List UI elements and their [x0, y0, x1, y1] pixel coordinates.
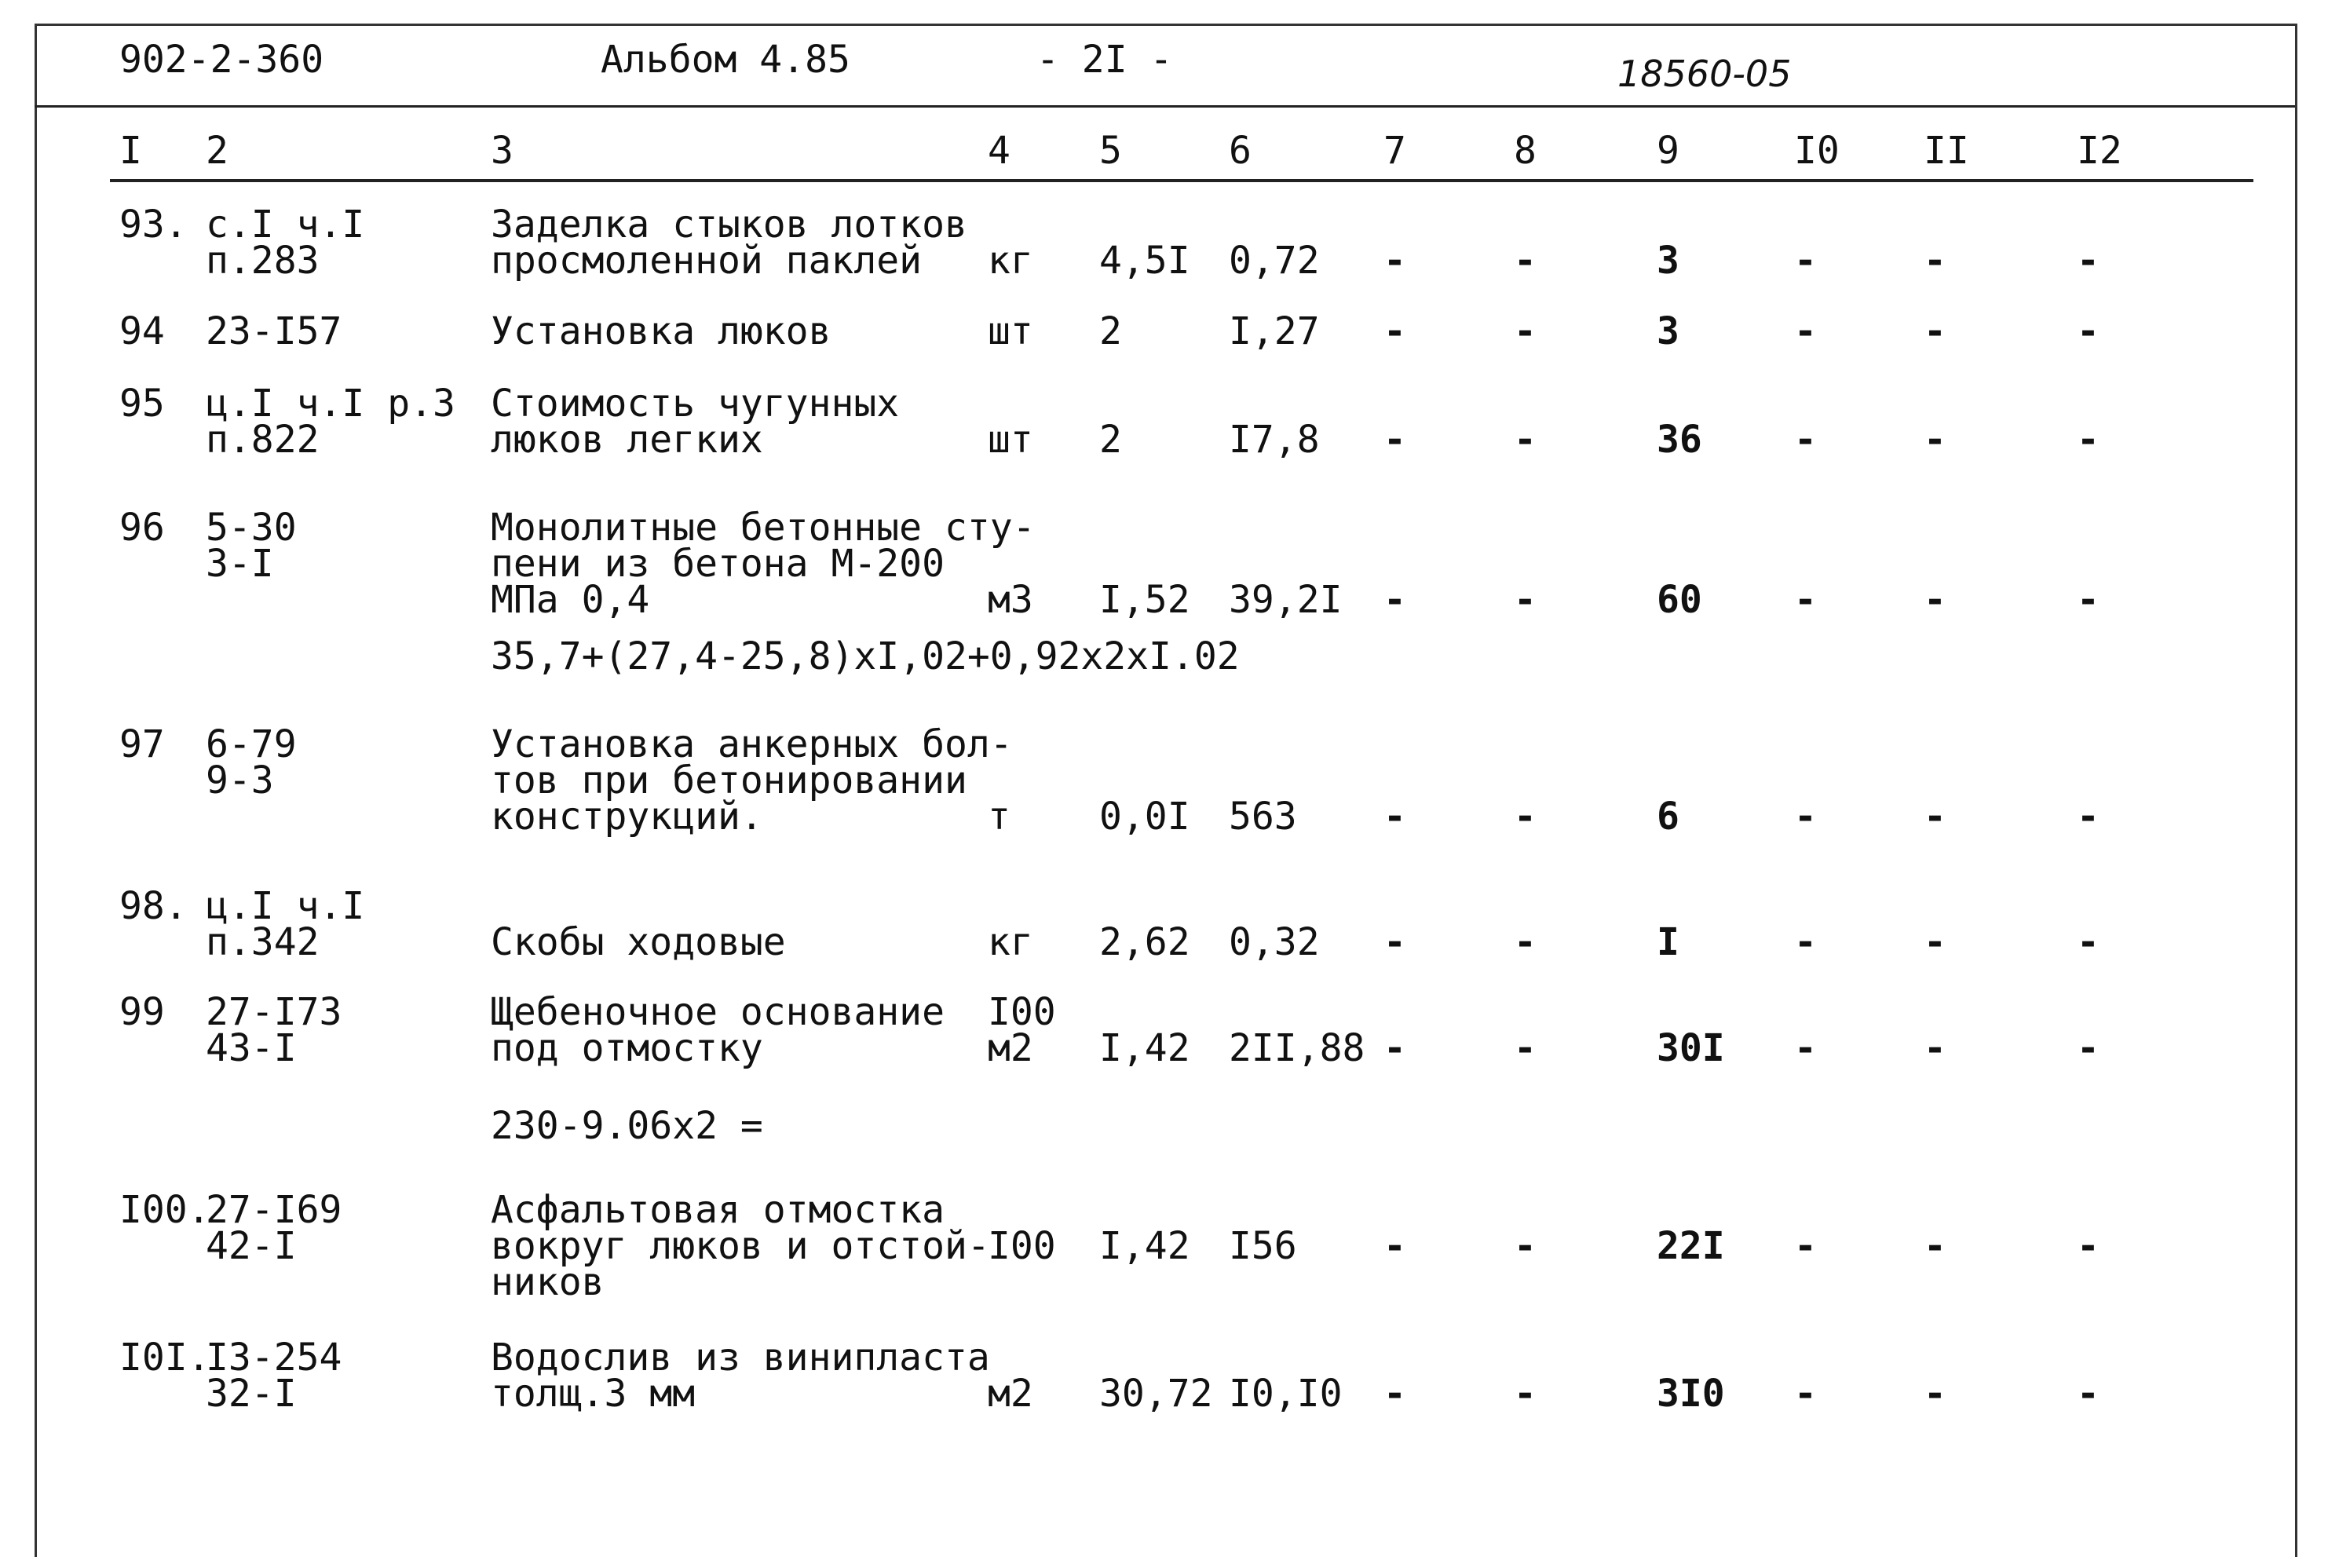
row-code: 5-30	[206, 506, 297, 550]
cell-col5: I,42	[1099, 1224, 1190, 1268]
cell-dash: -	[1794, 418, 1817, 462]
row-code: 42-I	[206, 1224, 297, 1268]
cell-dash: -	[2077, 309, 2100, 353]
cell-col5: 2	[1099, 418, 1122, 462]
column-header: 6	[1229, 129, 1252, 173]
cell-col9: 60	[1657, 578, 1702, 622]
cell-col5: I,52	[1099, 578, 1190, 622]
row-unit: шт	[988, 418, 1033, 462]
row-unit: кг	[988, 239, 1033, 283]
column-header: 5	[1099, 129, 1122, 173]
cell-dash: -	[1794, 1372, 1817, 1416]
cell-dash: -	[1514, 1372, 1537, 1416]
column-header: 7	[1383, 129, 1406, 173]
row-name: Монолитные бетонные сту-	[491, 506, 1036, 550]
cell-dash: -	[1924, 418, 1946, 462]
cell-dash: -	[1924, 795, 1946, 839]
column-header: I0	[1794, 129, 1840, 173]
row-name: под отмостку	[491, 1026, 763, 1070]
row-code: 32-I	[206, 1372, 297, 1416]
column-header: 4	[988, 129, 1011, 173]
row-name: пени из бетона М-200	[491, 542, 945, 586]
cell-col9: 22I	[1657, 1224, 1725, 1268]
cell-dash: -	[1924, 1026, 1946, 1070]
cell-dash: -	[2077, 795, 2100, 839]
column-header: 8	[1514, 129, 1537, 173]
cell-col9: 36	[1657, 418, 1702, 462]
row-number: I0I.	[119, 1336, 210, 1380]
cell-col9: 6	[1657, 795, 1679, 839]
cell-col5: 2,62	[1099, 920, 1190, 964]
cell-dash: -	[2077, 578, 2100, 622]
row-code: ц.I ч.I	[206, 884, 365, 928]
cell-dash: -	[1924, 239, 1946, 283]
column-header: I	[119, 129, 142, 173]
column-header-underline	[110, 179, 2253, 182]
row-unit: м3	[988, 578, 1033, 622]
row-name: Установка люков	[491, 309, 831, 353]
cell-col9: 3I0	[1657, 1372, 1725, 1416]
row-code: 27-I69	[206, 1188, 342, 1232]
cell-dash: -	[1794, 309, 1817, 353]
row-name: Скобы ходовые	[491, 920, 786, 964]
cell-col5: 30,72	[1099, 1372, 1213, 1416]
cell-dash: -	[1794, 795, 1817, 839]
cell-dash: -	[1383, 309, 1406, 353]
row-name: Асфальтовая отмостка	[491, 1188, 945, 1232]
row-name: МПа 0,4	[491, 578, 650, 622]
cell-dash: -	[1383, 920, 1406, 964]
cell-dash: -	[1383, 1224, 1406, 1268]
column-header: 2	[206, 129, 228, 173]
cell-dash: -	[1794, 1224, 1817, 1268]
cell-dash: -	[1924, 1372, 1946, 1416]
cell-dash: -	[1514, 920, 1537, 964]
row-unit: м2	[988, 1026, 1033, 1070]
cell-dash: -	[1383, 1372, 1406, 1416]
row-number: 97	[119, 722, 165, 766]
column-header: 3	[491, 129, 513, 173]
cell-dash: -	[1514, 578, 1537, 622]
row-formula: 35,7+(27,4-25,8)xI,02+0,92x2xI.02	[491, 634, 1240, 678]
cell-dash: -	[2077, 1026, 2100, 1070]
cell-col6: 563	[1229, 795, 1297, 839]
row-name: ников	[491, 1260, 605, 1304]
cell-dash: -	[1514, 1224, 1537, 1268]
row-code: 3-I	[206, 542, 274, 586]
row-name: толщ.3 мм	[491, 1372, 696, 1416]
cell-dash: -	[1514, 1026, 1537, 1070]
row-code: ц.I ч.I р.3	[206, 382, 455, 426]
cell-dash: -	[2077, 239, 2100, 283]
cell-col5: 0,0I	[1099, 795, 1190, 839]
cell-dash: -	[2077, 1372, 2100, 1416]
cell-dash: -	[1514, 239, 1537, 283]
row-name: Щебеночное основание	[491, 990, 945, 1034]
row-name: просмоленной паклей	[491, 239, 923, 283]
row-unit: м2	[988, 1372, 1033, 1416]
cell-dash: -	[2077, 1224, 2100, 1268]
column-header: 9	[1657, 129, 1679, 173]
row-unit: I00	[988, 1224, 1056, 1268]
row-name: Установка анкерных бол-	[491, 722, 1013, 766]
cell-col6: 2II,88	[1229, 1026, 1365, 1070]
cell-dash: -	[1794, 920, 1817, 964]
cell-col5: 2	[1099, 309, 1122, 353]
cell-dash: -	[1383, 795, 1406, 839]
row-unit: шт	[988, 309, 1033, 353]
row-number: 96	[119, 506, 165, 550]
page-number: - 2I -	[1036, 38, 1173, 82]
cell-dash: -	[1514, 309, 1537, 353]
header-divider	[35, 105, 2295, 108]
cell-dash: -	[1794, 578, 1817, 622]
row-code: п.822	[206, 418, 320, 462]
cell-dash: -	[2077, 920, 2100, 964]
cell-col5: I,42	[1099, 1026, 1190, 1070]
row-name: люков легких	[491, 418, 763, 462]
cell-col6: 39,2I	[1229, 578, 1343, 622]
row-code: 43-I	[206, 1026, 297, 1070]
row-name: тов при бетонировании	[491, 758, 967, 802]
row-unit: т	[988, 795, 1011, 839]
cell-dash: -	[2077, 418, 2100, 462]
cell-col6: 0,32	[1229, 920, 1320, 964]
row-number: 94	[119, 309, 165, 353]
row-code: с.I ч.I	[206, 203, 365, 247]
row-unit: кг	[988, 920, 1033, 964]
row-name: вокруг люков и отстой-	[491, 1224, 990, 1268]
cell-col9: 3	[1657, 309, 1679, 353]
row-number: I00.	[119, 1188, 210, 1232]
row-name: Стоимость чугунных	[491, 382, 900, 426]
cell-col9: 3	[1657, 239, 1679, 283]
cell-dash: -	[1383, 418, 1406, 462]
cell-col6: 0,72	[1229, 239, 1320, 283]
cell-col9: I	[1657, 920, 1679, 964]
row-code: п.342	[206, 920, 320, 964]
row-name: Заделка стыков лотков	[491, 203, 967, 247]
cell-col6: I,27	[1229, 309, 1320, 353]
row-name: Водослив из винипласта	[491, 1336, 990, 1380]
handwritten-number: 18560-05	[1617, 53, 1792, 95]
row-code: п.283	[206, 239, 320, 283]
cell-col5: 4,5I	[1099, 239, 1190, 283]
cell-col9: 30I	[1657, 1026, 1725, 1070]
row-number: 93.	[119, 203, 188, 247]
cell-dash: -	[1383, 578, 1406, 622]
cell-col6: I56	[1229, 1224, 1297, 1268]
cell-dash: -	[1924, 1224, 1946, 1268]
cell-col6: I0,I0	[1229, 1372, 1343, 1416]
column-header: I2	[2077, 129, 2122, 173]
cell-dash: -	[1924, 578, 1946, 622]
row-unit: I00	[988, 990, 1056, 1034]
row-formula: 230-9.06x2 =	[491, 1104, 763, 1148]
cell-dash: -	[1924, 309, 1946, 353]
row-code: 6-79	[206, 722, 297, 766]
column-header: II	[1924, 129, 1969, 173]
row-code: I3-254	[206, 1336, 342, 1380]
row-number: 95	[119, 382, 165, 426]
cell-dash: -	[1514, 418, 1537, 462]
cell-dash: -	[1383, 239, 1406, 283]
row-code: 27-I73	[206, 990, 342, 1034]
album-label: Альбом 4.85	[601, 38, 850, 82]
cell-dash: -	[1514, 795, 1537, 839]
row-code: 23-I57	[206, 309, 342, 353]
cell-dash: -	[1383, 1026, 1406, 1070]
row-number: 99	[119, 990, 165, 1034]
cell-dash: -	[1924, 920, 1946, 964]
row-number: 98.	[119, 884, 188, 928]
doc-code: 902-2-360	[119, 38, 324, 82]
row-code: 9-3	[206, 758, 274, 802]
cell-col6: I7,8	[1229, 418, 1320, 462]
cell-dash: -	[1794, 239, 1817, 283]
row-name: конструкций.	[491, 795, 763, 839]
cell-dash: -	[1794, 1026, 1817, 1070]
